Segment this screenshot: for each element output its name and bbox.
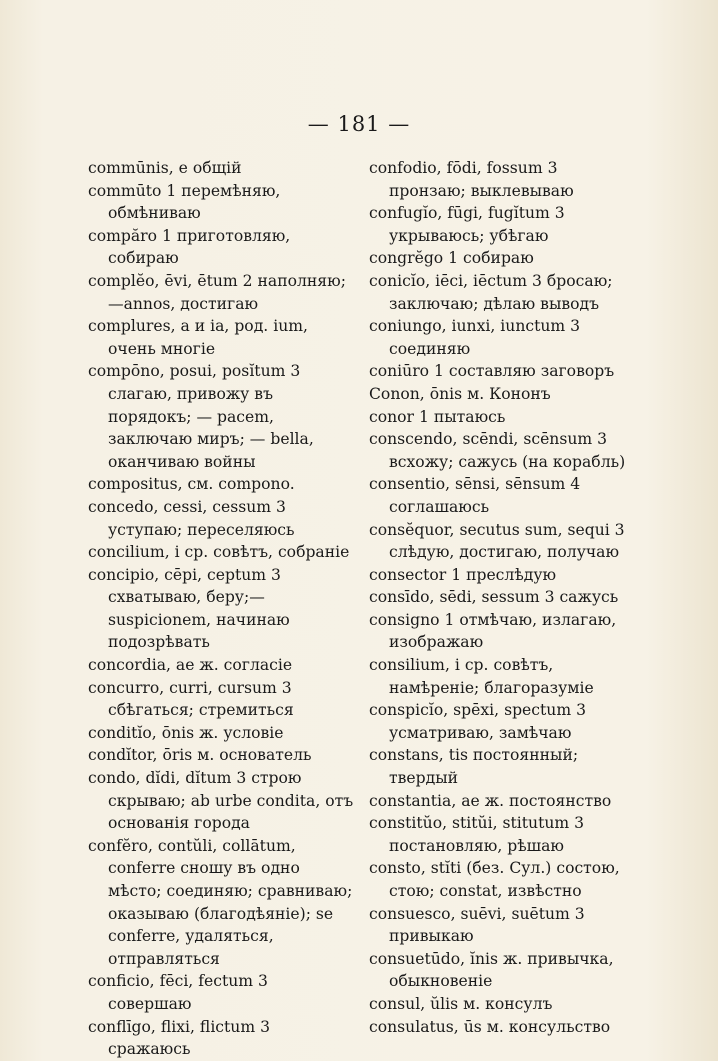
entry: commūnis, e общій	[88, 159, 242, 177]
entry: coniungo, iunxi, iunctum 3 соединяю	[369, 317, 581, 358]
entry: concipio, cēpi, ceptum 3 схватываю, беру;—suspicionem, начинаю подозрѣвать	[88, 565, 290, 652]
entry: constitŭo, stitŭi, stitutum 3 постановляю, рѣшаю	[369, 814, 585, 855]
entry: confĕro, contŭli, collātum, conferre сношу въ одно мѣсто; соединяю; сравниваю; оказываю (благодѣяніе); se conferre, удаляться, отправляться	[88, 836, 353, 968]
entry: concilium, i ср. совѣтъ, собраніе	[88, 543, 350, 562]
entry: coniūro 1 составляю заговоръ	[369, 362, 615, 381]
entry: compositus, см. compono.	[88, 475, 295, 494]
entry: complĕo, ēvi, ētum 2 наполняю;—annos, достигаю	[88, 271, 346, 313]
entry: consto, stĭti (без. Сул.) состою, стою; constat, извѣстно	[369, 859, 620, 900]
left-column	[88, 157, 356, 1061]
entry: condo, dĭdi, dĭtum 3 строю скрываю; ab urbe condita, отъ основанія города	[88, 769, 354, 833]
entry: condĭtor, ōris м. основатель	[88, 746, 312, 765]
entry: confodio, fōdi, fossum 3 пронзаю; выклевываю	[369, 159, 574, 200]
entry: consul, ŭlis м. консулъ	[369, 994, 553, 1013]
entry: concedo, cessi, cessum 3 уступаю; переселяюсь	[88, 497, 295, 539]
entry: consilium, i ср. совѣтъ, намѣреніе; благоразуміе	[369, 656, 594, 697]
entry: confugĭo, fūgi, fugĭtum 3 укрываюсь; убѣгаю	[369, 204, 565, 245]
entry: conflīgo, flixi, flictum 3 сражаюсь	[88, 1017, 271, 1059]
entry: constans, tis постоянный; твердый	[369, 746, 579, 788]
entry: consulatus, ūs м. консульство	[369, 1017, 611, 1036]
entry: consīdo, sēdi, sessum 3 сажусь	[369, 588, 619, 607]
entry: concordia, ae ж. согласіе	[88, 656, 293, 675]
entry: conicĭo, iēci, iēctum 3 бросаю; заключаю; дѣлаю выводъ	[369, 271, 613, 313]
entry: compăro 1 приготовляю, собираю	[88, 226, 291, 268]
entry: conficio, fēci, fectum 3 совершаю	[88, 972, 268, 1013]
entry: congrĕgo 1 собираю	[369, 249, 534, 268]
entry: consĕquor, secutus sum, sequi 3 слѣдую, достигаю, получаю	[369, 520, 625, 562]
entry: Conon, ōnis м. Кононъ	[369, 384, 551, 403]
entry: commūto 1 перемѣняю, обмѣниваю	[88, 181, 281, 223]
entry: consuesco, suēvi, suētum 3 привыкаю	[369, 904, 585, 946]
entry: conditĭo, ōnis ж. условіе	[88, 723, 284, 742]
right-column	[369, 157, 639, 1038]
entry: consentio, sēnsi, sēnsum 4 соглашаюсь	[369, 475, 581, 516]
entry: constantia, ae ж. постоянство	[369, 791, 612, 810]
entry: conscendo, scēndi, scēnsum 3 всхожу; сажусь (на корабль)	[369, 430, 626, 471]
entry: consuetūdo, ĭnis ж. привычка, обыкновеніе	[369, 949, 614, 991]
entry: consigno 1 отмѣчаю, излагаю, изображаю	[369, 610, 617, 652]
entry: concurro, curri, cursum 3 сбѣгаться; стремиться	[88, 678, 294, 720]
entry: conspicĭo, spēxi, spectum 3 усматриваю, замѣчаю	[369, 701, 586, 742]
page-number: — 181 —	[307, 112, 411, 136]
entry: complures, a и ia, род. ium, очень многіе	[88, 317, 308, 358]
entry: conor 1 пытаюсь	[369, 407, 506, 426]
entry: compōno, posui, posĭtum 3 слагаю, привожу въ порядокъ; — pacem, заключаю миръ; — bella, оканчиваю войны	[88, 362, 314, 471]
entry: consector 1 преслѣдую	[369, 565, 557, 584]
